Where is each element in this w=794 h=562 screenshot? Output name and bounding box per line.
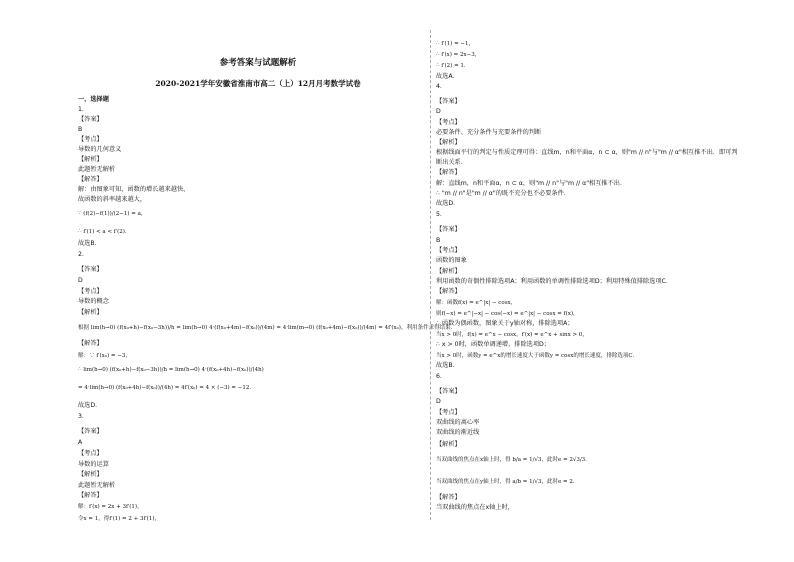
formula-line: 解：f′(x) = 2x + 3f′(1)， bbox=[78, 504, 143, 510]
answer-value: B bbox=[78, 126, 83, 133]
formula-line: ∴ f′(2) = 1． bbox=[436, 63, 470, 69]
topic-value: 函数的图象 bbox=[436, 257, 467, 264]
question-number: 4. bbox=[436, 83, 442, 90]
formula-line: = 4·lim(h→0) (f(x₀+4h)−f(x₀))/(4h) = 4f′(x₀) = 4 × (−3) = −12． bbox=[78, 385, 255, 391]
solution-text: 当双曲线的焦点在x轴上时， bbox=[436, 504, 514, 511]
section-heading: 一、选择题 bbox=[78, 96, 109, 103]
solution-label: 【解答】 bbox=[436, 494, 461, 501]
solution-text: 解：由图象可知，函数的增长越来越快， bbox=[78, 186, 190, 193]
formula-line: 根据 lim(h→0) (f(x₀+h)−f(x₀−3h))/h = lim(h→0) 4·(f(x₀+4m)−f(x₀))/(4m) = 4·lim(m→0) (f(x₀+4m)−f(x₀))/(4m) = 4f′(x₀)，利用条件求得结果． bbox=[78, 325, 456, 331]
solution-text: 故函数的斜率越来越大， bbox=[78, 196, 147, 203]
question-number: 5. bbox=[436, 211, 442, 218]
analysis-text: 根据线面平行的判定与性质定理可得：直线m，n和平面α，n ⊂ α，则"m // n"与"m // α"相互推不出．即可判 bbox=[436, 149, 738, 156]
analysis-label: 【解析】 bbox=[436, 139, 461, 146]
solution-label: 【解答】 bbox=[78, 176, 103, 183]
formula-line: 令x = 1，得f′(1) = 2 + 3f′(1)， bbox=[78, 516, 161, 522]
answer-value: D bbox=[436, 108, 441, 115]
answer-label: 【答案】 bbox=[78, 116, 103, 123]
formula-line: 解：函数f(x) = e^|x| − cosx， bbox=[436, 300, 517, 306]
analysis-label: 【解析】 bbox=[436, 441, 461, 448]
solution-text: ∴ "m // n"是"m // α"的既不充分也不必要条件． bbox=[436, 190, 570, 197]
topic-value: 双曲线的离心率 bbox=[436, 419, 480, 426]
solution-label: 【解答】 bbox=[436, 169, 461, 176]
answer-label: 【答案】 bbox=[436, 226, 461, 233]
solution-text: ∴ x > 0时，函数单调递增，排除选项D； bbox=[436, 341, 551, 348]
doc-title: 参考答案与试题解析 bbox=[219, 58, 297, 68]
solution-label: 【解答】 bbox=[436, 288, 461, 295]
formula-line: 解：∵ f′(x₀) = −3， bbox=[78, 353, 131, 359]
formula-line: ∴ f′(x) = 2x−3， bbox=[436, 52, 481, 58]
topic-label: 【考点】 bbox=[436, 409, 461, 416]
analysis-label: 【解析】 bbox=[78, 156, 103, 163]
topic-label: 【考点】 bbox=[78, 136, 103, 143]
topic-label: 【考点】 bbox=[436, 119, 461, 126]
answer-value: D bbox=[436, 398, 441, 405]
choice-text: 故选A． bbox=[436, 73, 459, 80]
choice-text: 故选D． bbox=[78, 402, 102, 409]
formula-line: 当双曲线的焦点在y轴上时，得 a/b = 1/√3，此时e = 2． bbox=[436, 479, 579, 485]
answer-label: 【答案】 bbox=[436, 388, 461, 395]
answer-value: D bbox=[78, 277, 83, 284]
topic-value: 导数的概念 bbox=[78, 298, 109, 305]
topic-label: 【考点】 bbox=[78, 450, 103, 457]
formula-line: 当双曲线的焦点在x轴上时，得 b/a = 1/√3，此时e = 2√3/3． bbox=[436, 457, 591, 463]
analysis-text: 断出关系． bbox=[436, 159, 467, 166]
formula-line: 当x > 0时，f(x) = e^x − cosx，f′(x) = e^x + sinx > 0， bbox=[436, 332, 588, 338]
formula-line: ∴ lim(h→0) (f(x₀+h)−f(x₀−3h))/h = lim(h→0) 4·(f(x₀+4h)−f(x₀))/(4h) bbox=[78, 367, 264, 373]
analysis-text: 利用函数的奇偶性排除选项A；利用函数的单调性排除选项D；利用特殊值排除选项C． bbox=[436, 278, 673, 285]
analysis-text: 此题暂无解析 bbox=[78, 482, 116, 489]
question-number: 6. bbox=[436, 373, 442, 380]
question-number: 3. bbox=[78, 413, 84, 420]
topic-value: 双曲线的渐近线 bbox=[436, 429, 480, 436]
formula-line: ∵ (f(2)−f(1))/(2−1) = a， bbox=[78, 211, 147, 217]
formula-line: ∴ f′(1) = −1， bbox=[436, 41, 475, 47]
solution-text: ∴ 函数为偶函数，图象关于y轴对称，排除选项A； bbox=[436, 320, 574, 327]
formula-line: 当x > 0时，函数y = e^x的增长速度大于函数y = cosx的增长速度，排除选项C． bbox=[436, 353, 639, 359]
answer-label: 【答案】 bbox=[78, 266, 103, 273]
solution-label: 【解答】 bbox=[78, 340, 103, 347]
answer-value: B bbox=[436, 237, 441, 244]
topic-value: 导数的几何意义 bbox=[78, 146, 122, 153]
choice-text: 故选B． bbox=[78, 240, 101, 247]
analysis-label: 【解析】 bbox=[436, 268, 461, 275]
topic-label: 【考点】 bbox=[78, 288, 103, 295]
choice-text: 故选D． bbox=[436, 200, 460, 207]
analysis-label: 【解析】 bbox=[78, 309, 103, 316]
topic-value: 导数的运算 bbox=[78, 461, 109, 468]
topic-value: 必要条件、充分条件与充要条件的判断 bbox=[436, 129, 542, 136]
column-divider bbox=[430, 30, 431, 520]
question-number: 2. bbox=[78, 251, 84, 258]
analysis-label: 【解析】 bbox=[78, 471, 103, 478]
question-number: 1. bbox=[78, 106, 84, 113]
choice-text: 故选B． bbox=[436, 362, 459, 369]
solution-text: 解：直线m，n和平面α，n ⊂ α，则"m // n"与"m // α"相互推不出． bbox=[436, 180, 627, 187]
answer-value: A bbox=[78, 439, 83, 446]
doc-subtitle: 2020-2021学年安徽省淮南市高二（上）12月月考数学试卷 bbox=[155, 79, 361, 88]
topic-label: 【考点】 bbox=[436, 247, 461, 254]
solution-label: 【解答】 bbox=[78, 492, 103, 499]
formula-line: 则f(−x) = e^|−x| − cos(−x) = e^|x| − cosx = f(x)， bbox=[436, 311, 579, 317]
answer-label: 【答案】 bbox=[436, 98, 461, 105]
formula-line: ∴ f′(1) < a < f′(2)． bbox=[78, 229, 131, 235]
answer-label: 【答案】 bbox=[78, 428, 103, 435]
analysis-text: 此题暂无解析 bbox=[78, 166, 116, 173]
